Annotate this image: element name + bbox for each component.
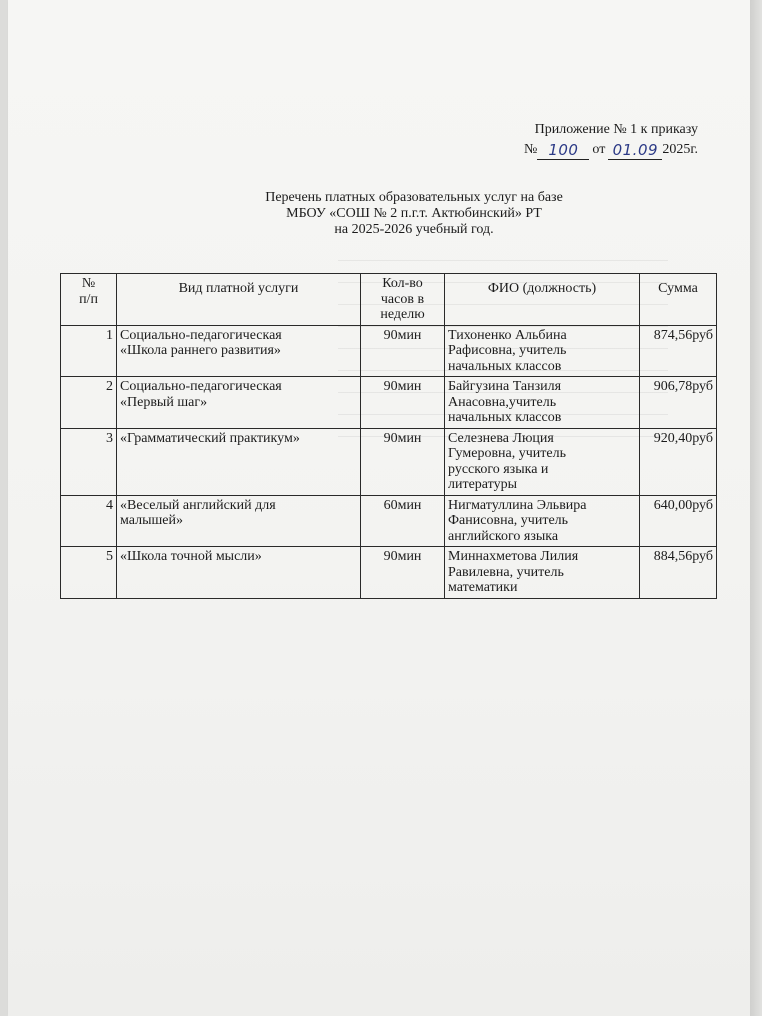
header-num: № п/п [61,274,117,326]
row-teacher: Селезнева Люция Гумеровна, учитель русского языка и литературы [445,428,640,495]
header-hours: Кол-во часов в неделю [361,274,445,326]
annex-line: Приложение № 1 к приказу [534,122,698,137]
row-teacher: Тихоненко Альбина Рафисовна, учитель начальных классов [445,325,640,377]
header-teacher: ФИО (должность) [445,274,640,326]
title-line-2: МБОУ «СОШ № 2 п.г.т. Актюбинский» РТ [286,206,542,221]
header-sum: Сумма [640,274,717,326]
annex-header [524,120,698,160]
table-row [61,547,717,599]
number-label: № [524,142,538,157]
row-teacher: Нигматуллина Эльвира Фанисовна, учитель английского языка [445,495,640,547]
row-num: 2 [61,377,117,429]
row-hours: 60мин [361,495,445,547]
row-num: 5 [61,547,117,599]
row-service: Социально-педагогическая «Первый шаг» [117,377,361,429]
row-hours: 90мин [361,547,445,599]
table-row [61,325,717,377]
row-sum: 906,78руб [640,377,717,429]
row-teacher: Байгузина Танзиля Анасовна,учитель начальных классов [445,377,640,429]
row-hours: 90мин [361,428,445,495]
table-header-row [61,274,717,326]
year-suffix: 2025г. [662,142,698,157]
row-num: 4 [61,495,117,547]
table-row [61,495,717,547]
row-num: 1 [61,325,117,377]
row-teacher: Миннахметова Лилия Равилевна, учитель математики [445,547,640,599]
row-hours: 90мин [361,325,445,377]
table-row [61,377,717,429]
from-label: от [592,142,606,157]
row-service: «Школа точной мысли» [117,547,361,599]
document-title [8,190,750,238]
header-service: Вид платной услуги [117,274,361,326]
row-sum: 640,00руб [640,495,717,547]
title-line-3: на 2025-2026 учебный год. [334,222,494,237]
services-table [60,273,717,599]
document-page [8,0,750,1016]
order-reference [524,140,698,160]
handwritten-order-date: 01.09 [608,142,662,160]
row-sum: 920,40руб [640,428,717,495]
row-sum: 884,56руб [640,547,717,599]
row-hours: 90мин [361,377,445,429]
page-edge-shadow [750,0,762,1016]
row-service: Социально-педагогическая «Школа раннего развития» [117,325,361,377]
row-service: «Грамматический практикум» [117,428,361,495]
row-sum: 874,56руб [640,325,717,377]
handwritten-order-number: 100 [537,142,589,160]
title-line-1: Перечень платных образовательных услуг на базе [265,190,563,205]
row-service: «Веселый английский для малышей» [117,495,361,547]
table-row [61,428,717,495]
row-num: 3 [61,428,117,495]
